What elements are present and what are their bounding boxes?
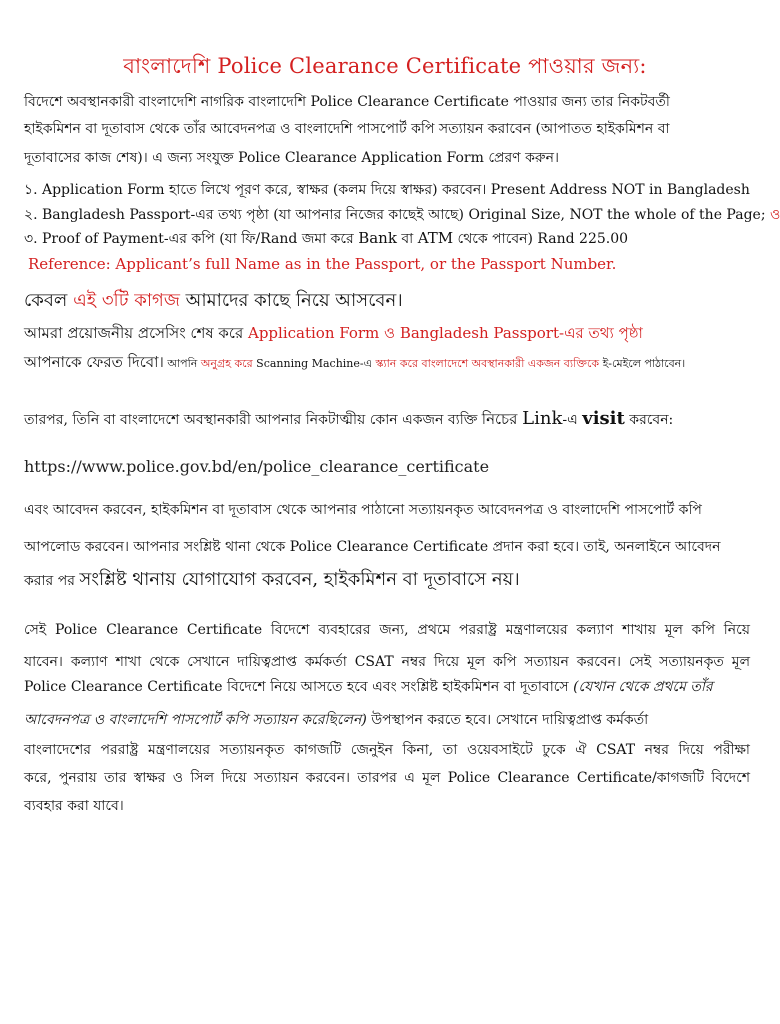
item-1: ১. Application Form হাতে লিখে পূরণ করে, স্বাক্ষর (কলম দিয়ে স্বাক্ষর) করবেন। Present Address NOT in Bangladesh bbox=[24, 182, 750, 198]
item-3-text-b: বা bbox=[396, 231, 418, 247]
then-line bbox=[24, 408, 750, 433]
item-3-atm: ATM bbox=[417, 229, 454, 247]
process-line-2 bbox=[24, 351, 750, 376]
intro-line-1: বিদেশে অবস্থানকারী বাংলাদেশি নাগরিক বাংলাদেশি Police Clearance Certificate পাওয়ার জন্য তার নিকটবর্তী bbox=[24, 94, 670, 110]
final-l4b: উপস্থাপন করতে হবে। সেখানে দায়িত্বপ্রাপ্ত কর্মকর্তা bbox=[366, 712, 649, 728]
apply-line-2: আপলোড করবেন। আপনার সংশ্লিষ্ট থানা থেকে Police Clearance Certificate প্রদান করা হবে। তাই, অনলাইনে আবেদন bbox=[24, 539, 721, 555]
final-line-6: করে, পুনরায় তার স্বাক্ষর ও সিল দিয়ে সত্যায়ন করবেন। তারপর এ মূল Police Clearance Certificate/কাগজটি বিদেশে bbox=[24, 770, 750, 786]
then-link: Link bbox=[522, 408, 563, 429]
intro-line-2: হাইকমিশন বা দূতাবাস থেকে তাঁর আবেদনপত্র ও বাংলাদেশি পাসপোর্ট কপি সত্যায়ন করাবেন (আপাতত হাইকমিশন বা bbox=[24, 121, 670, 137]
process-d: আপনি bbox=[163, 357, 201, 370]
final-l3b: (যেখান থেকে প্রথমে তাঁর bbox=[573, 679, 713, 695]
only-a: কেবল bbox=[24, 290, 74, 311]
final-l4a: আবেদনপত্র ও বাংলাদেশি পাসপোর্ট কপি সত্যায়ন করেছিলেন) bbox=[24, 712, 367, 728]
process-c: আপনাকে ফেরত দিবো। bbox=[24, 353, 164, 371]
process-b: Application Form ও Bangladesh Passport-এর তথ্য পৃষ্ঠা bbox=[247, 324, 643, 342]
intro-line-3: দূতাবাসের কাজ শেষ)। এ জন্য সংযুক্ত Police Clearance Application Form প্রেরণ করুন। bbox=[24, 150, 559, 166]
then-a: তারপর, তিনি বা বাংলাদেশে অবস্থানকারী আপনার নিকটাত্মীয় কোন একজন ব্যক্তি bbox=[24, 412, 482, 428]
then-visit: visit bbox=[582, 408, 625, 429]
process-f: Scanning Machine-এ bbox=[252, 357, 376, 370]
item-2-conjunction: ও bbox=[770, 207, 780, 223]
final-line-4 bbox=[24, 708, 750, 732]
item-3-bank: Bank bbox=[358, 229, 397, 247]
police-url-link[interactable]: https://www.police.gov.bd/en/police_clearance_certificate bbox=[24, 457, 490, 476]
final-l3a: Police Clearance Certificate বিদেশে নিয়ে আসতে হবে এবং সংশ্লিষ্ট হাইকমিশন বা দূতাবাসে bbox=[24, 679, 574, 695]
process-line-1 bbox=[24, 322, 750, 347]
then-c: -এ bbox=[562, 412, 583, 428]
final-line-7: ব্যবহার করা যাবে। bbox=[24, 798, 124, 814]
only-c: আমাদের কাছে নিয়ে আসবেন। bbox=[179, 290, 403, 311]
apply-line-1: এবং আবেদন করবেন, হাইকমিশন বা দূতাবাস থেকে আপনার পাঠানো সত্যায়নকৃত আবেদনপত্র ও বাংলাদেশি পাসপোর্ট কপি bbox=[24, 502, 702, 518]
final-line-1: সেই Police Clearance Certificate বিদেশে ব্যবহারের জন্য, প্রথমে পররাষ্ট্র মন্ত্রণালয়ের কল্যাণ শাখায় মূল কপি নিয়ে bbox=[24, 622, 750, 638]
then-d: করবেন: bbox=[624, 412, 674, 428]
reference-note: Reference: Applicant’s full Name as in the Passport, or the Passport Number. bbox=[28, 255, 617, 273]
final-line-5: বাংলাদেশের পররাষ্ট্র মন্ত্রণালয়ের সত্যায়নকৃত কাগজটি জেনুইন কিনা, তা ওয়েবসাইটে ঢুকে ঐ CSAT নম্বর দিয়ে পরীক্ষা bbox=[24, 742, 750, 758]
process-a: আমরা প্রয়োজনীয় প্রসেসিং শেষ করে bbox=[24, 324, 248, 342]
apply-l3a: করার পর bbox=[24, 573, 80, 589]
item-3 bbox=[24, 227, 750, 251]
then-b: নিচের bbox=[481, 410, 523, 428]
page-title: বাংলাদেশি Police Clearance Certificate পাওয়ার জন্য: bbox=[123, 54, 647, 78]
apply-line-3 bbox=[24, 565, 750, 596]
final-line-2: যাবেন। কল্যাণ শাখা থেকে সেখানে দায়িত্বপ্রাপ্ত কর্মকর্তা CSAT নম্বর দিয়ে মূল কপি সত্যায়ন করবেন। সেই সত্যায়নকৃত মূল bbox=[24, 654, 750, 670]
apply-l3b: সংশ্লিষ্ট থানায় যোগাযোগ করবেন, হাইকমিশন বা দূতাবাসে নয়। bbox=[79, 569, 520, 590]
item-2 bbox=[24, 203, 780, 227]
process-g: স্ক্যান করে বাংলাদেশে অবস্থানকারী একজন ব্যক্তিকে bbox=[375, 357, 600, 370]
item-2-text: ২. Bangladesh Passport-এর তথ্য পৃষ্ঠা (যা আপনার নিজের কাছেই আছে) Original Size, NOT the whole of the Page; bbox=[24, 207, 766, 223]
only-three-papers bbox=[24, 286, 750, 317]
final-line-3 bbox=[24, 675, 750, 699]
process-h: ই-মেইলে পাঠাবেন। bbox=[599, 357, 686, 370]
process-e: অনুগ্রহ করে bbox=[200, 357, 253, 370]
item-3-text-c: থেকে পাবেন) Rand 225.00 bbox=[453, 231, 629, 247]
item-3-text-a: ৩. Proof of Payment-এর কপি (যা ফি/Rand জমা করে bbox=[24, 231, 359, 247]
only-b: এই ৩টি কাগজ bbox=[73, 290, 180, 311]
